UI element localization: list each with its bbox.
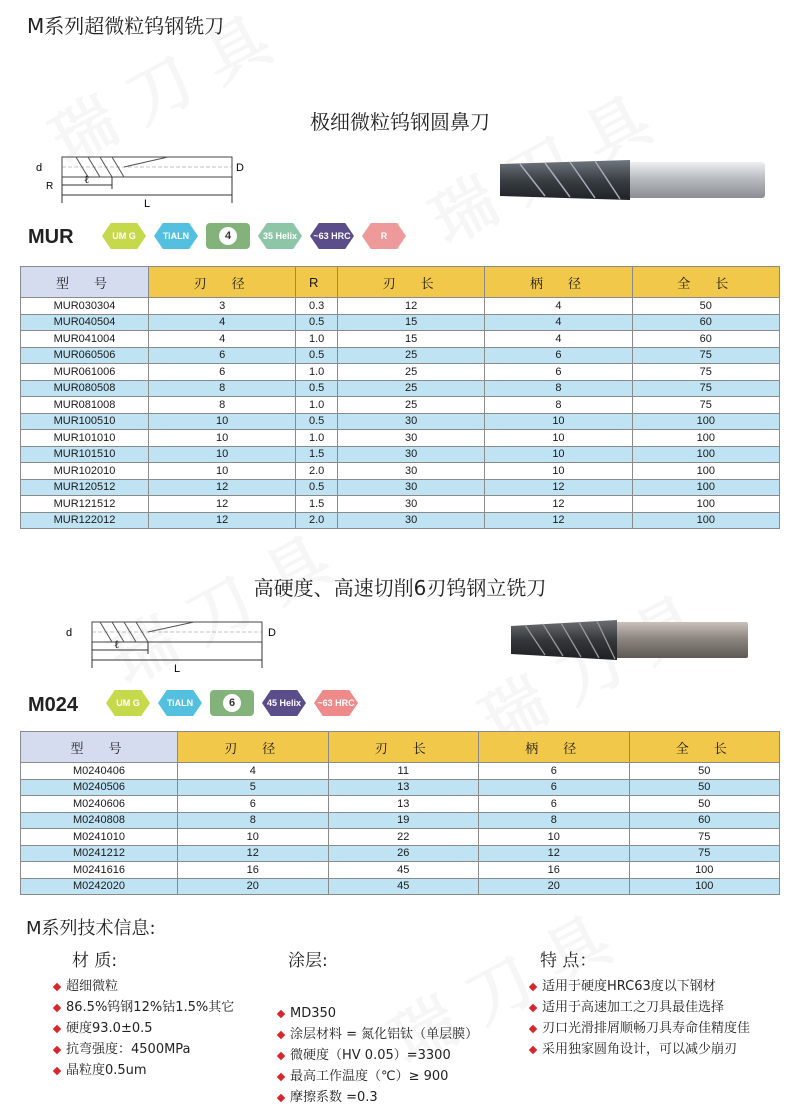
table-cell: 12 [485, 479, 632, 496]
list-item [278, 1024, 478, 1045]
table-cell: 100 [632, 446, 779, 463]
table-row [21, 763, 780, 780]
table-cell: M0240506 [21, 779, 178, 796]
table-cell: 22 [328, 829, 479, 846]
table-cell: MUR100510 [21, 413, 149, 430]
table-cell: 75 [629, 845, 780, 862]
table-cell: 25 [337, 397, 484, 414]
table-cell: 75 [632, 364, 779, 381]
table-cell: 45 [328, 862, 479, 879]
table-cell: 75 [632, 380, 779, 397]
table-cell: 6 [479, 763, 630, 780]
tialn-badge: TiALN [154, 223, 198, 249]
bullet-icon [277, 1072, 285, 1080]
table-row [21, 779, 780, 796]
dim-r-label: R [46, 181, 54, 192]
table-row [21, 512, 780, 529]
table-cell: M0242020 [21, 878, 178, 895]
table-cell: 100 [632, 430, 779, 447]
list-item [278, 1087, 478, 1108]
table-cell: 75 [632, 347, 779, 364]
table-cell: 30 [337, 463, 484, 480]
mur-col-model: 型 号 [21, 267, 149, 298]
m024-col-shank: 柄 径 [479, 732, 630, 763]
table-cell: 1.0 [296, 397, 338, 414]
table-cell: 0.5 [296, 347, 338, 364]
list-item [54, 1060, 234, 1081]
table-cell: 10 [149, 446, 296, 463]
mur-endmill-image [490, 150, 770, 210]
table-cell: M0241010 [21, 829, 178, 846]
bullet-icon [277, 1093, 285, 1101]
m024-col-diameter: 刃 径 [178, 732, 329, 763]
list-item [54, 1018, 234, 1039]
table-cell: 4 [485, 331, 632, 348]
m024-col-flute-length: 刃 长 [328, 732, 479, 763]
table-cell: 60 [632, 314, 779, 331]
table-cell: 30 [337, 512, 484, 529]
list-item-text: 涂层材料 = 氮化铝钛（单层膜） [290, 1027, 479, 1042]
umg-badge: UM G [106, 690, 150, 716]
table-cell: 10 [485, 430, 632, 447]
table-cell: 8 [178, 812, 329, 829]
table-cell: 8 [149, 397, 296, 414]
table-cell: 10 [485, 463, 632, 480]
table-cell: MUR101510 [21, 446, 149, 463]
table-cell: 0.5 [296, 413, 338, 430]
table-cell: 100 [632, 479, 779, 496]
bullet-icon [277, 1051, 285, 1059]
table-cell: 30 [337, 430, 484, 447]
list-item-text: 刃口光滑排屑顺畅刀具寿命佳精度佳 [542, 1021, 751, 1036]
table-cell: 30 [337, 446, 484, 463]
tialn-badge: TiALN [158, 690, 202, 716]
table-cell: 6 [485, 347, 632, 364]
table-cell: 30 [337, 496, 484, 513]
list-item [278, 1045, 478, 1066]
table-cell: 10 [479, 829, 630, 846]
table-cell: 4 [149, 314, 296, 331]
table-cell: 12 [479, 845, 630, 862]
table-cell: 10 [149, 463, 296, 480]
list-item-text: 适用于高速加工之刀具最佳选择 [542, 1000, 725, 1015]
helix-badge: 35 Helix [258, 223, 302, 249]
dim-L-label: L [144, 198, 151, 210]
table-cell: MUR041004 [21, 331, 149, 348]
table-cell: 20 [479, 878, 630, 895]
table-cell: 4 [178, 763, 329, 780]
table-cell: 0.5 [296, 380, 338, 397]
table-cell: 10 [485, 446, 632, 463]
table-cell: 16 [178, 862, 329, 879]
table-row [21, 463, 780, 480]
list-item-text: 硬度93.0±0.5 [66, 1021, 153, 1036]
table-row [21, 397, 780, 414]
coating-title: 涂层: [288, 951, 328, 971]
list-item [530, 1039, 750, 1060]
mur-col-flute-length: 刃 长 [337, 267, 484, 298]
table-cell: 0.5 [296, 314, 338, 331]
table-cell: 25 [337, 380, 484, 397]
bullet-icon [277, 1009, 285, 1017]
list-item-text: 摩擦系数 =0.3 [290, 1090, 378, 1105]
table-row [21, 446, 780, 463]
table-row [21, 878, 780, 895]
table-row [21, 496, 780, 513]
dim-d-label: d [66, 627, 73, 639]
bullet-icon [53, 1045, 61, 1053]
table-cell: 5 [178, 779, 329, 796]
mur-col-diameter: 刃 径 [149, 267, 296, 298]
table-cell: 100 [632, 512, 779, 529]
table-cell: 4 [485, 298, 632, 315]
table-cell: 15 [337, 331, 484, 348]
m024-dimension-diagram [60, 610, 300, 672]
dim-l-label: ℓ [84, 174, 90, 186]
table-cell: 20 [178, 878, 329, 895]
table-row [21, 430, 780, 447]
m024-col-overall: 全 长 [629, 732, 780, 763]
table-cell: 75 [629, 829, 780, 846]
list-item-text: 抗弯强度：4500MPa [66, 1042, 191, 1057]
table-cell: 2.0 [296, 512, 338, 529]
table-cell: 45 [328, 878, 479, 895]
mur-section-title: 极细微粒钨钢圆鼻刀 [310, 110, 490, 134]
table-cell: 12 [149, 512, 296, 529]
table-row [21, 796, 780, 813]
table-cell: 100 [629, 862, 780, 879]
table-cell: 25 [337, 347, 484, 364]
mur-col-overall: 全 长 [632, 267, 779, 298]
table-cell: 8 [149, 380, 296, 397]
m024-col-model: 型 号 [21, 732, 178, 763]
table-cell: MUR121512 [21, 496, 149, 513]
bullet-icon [53, 1024, 61, 1032]
table-cell: 50 [629, 763, 780, 780]
table-cell: 50 [629, 796, 780, 813]
dim-l-label: ℓ [114, 639, 120, 651]
table-cell: 6 [479, 796, 630, 813]
bullet-icon [529, 1024, 537, 1032]
features-title: 特 点： [540, 951, 597, 971]
mur-dimension-diagram [28, 145, 258, 215]
table-row [21, 314, 780, 331]
page-title: M系列超微粒钨钢铣刀 [27, 14, 225, 38]
coating-list [278, 1003, 478, 1108]
table-cell: M0241212 [21, 845, 178, 862]
list-item [530, 1018, 750, 1039]
table-cell: 26 [328, 845, 479, 862]
table-cell: 6 [479, 779, 630, 796]
table-cell: MUR102010 [21, 463, 149, 480]
material-title: 材 质: [72, 951, 118, 971]
list-item [278, 1066, 478, 1087]
bullet-icon [53, 1003, 61, 1011]
m024-badges [106, 690, 358, 716]
bullet-icon [529, 982, 537, 990]
table-row [21, 479, 780, 496]
table-cell: 4 [485, 314, 632, 331]
features-list [530, 976, 750, 1060]
mur-col-shank: 柄 径 [485, 267, 632, 298]
table-cell: 1.5 [296, 496, 338, 513]
bullet-icon [529, 1003, 537, 1011]
table-cell: MUR030304 [21, 298, 149, 315]
table-cell: M0240808 [21, 812, 178, 829]
list-item-text: 采用独家圆角设计，可以减少崩刃 [542, 1042, 738, 1057]
table-cell: 8 [479, 812, 630, 829]
dim-D-label: D [268, 627, 276, 639]
flute-count-badge: 6 [210, 690, 254, 716]
list-item-text: MD350 [290, 1006, 337, 1021]
table-cell: 19 [328, 812, 479, 829]
table-cell: MUR080508 [21, 380, 149, 397]
table-cell: 6 [149, 347, 296, 364]
list-item [278, 1003, 478, 1024]
helix-badge: 45 Helix [262, 690, 306, 716]
table-row [21, 380, 780, 397]
table-cell: 12 [485, 512, 632, 529]
m024-series-label: M024 [28, 694, 79, 716]
table-cell: 1.0 [296, 430, 338, 447]
table-cell: 13 [328, 779, 479, 796]
tech-info-heading: M系列技术信息: [26, 918, 156, 939]
table-cell: 0.3 [296, 298, 338, 315]
table-row [21, 829, 780, 846]
m024-spec-table [20, 731, 780, 895]
dim-L-label: L [174, 663, 181, 672]
table-cell: 30 [337, 479, 484, 496]
list-item [530, 997, 750, 1018]
table-cell: 60 [632, 331, 779, 348]
table-cell: 12 [485, 496, 632, 513]
table-cell: 2.0 [296, 463, 338, 480]
table-cell: MUR120512 [21, 479, 149, 496]
table-cell: MUR061006 [21, 364, 149, 381]
table-cell: MUR060506 [21, 347, 149, 364]
table-cell: 15 [337, 314, 484, 331]
table-cell: 4 [149, 331, 296, 348]
table-cell: MUR081008 [21, 397, 149, 414]
watermark [92, 510, 344, 702]
table-row [21, 812, 780, 829]
table-cell: M0241616 [21, 862, 178, 879]
table-cell: MUR101010 [21, 430, 149, 447]
table-row [21, 364, 780, 381]
dim-d-label: d [36, 162, 43, 174]
table-row [21, 845, 780, 862]
bullet-icon [53, 982, 61, 990]
material-list [54, 976, 234, 1081]
table-cell: 10 [149, 430, 296, 447]
dim-D-label: D [236, 162, 244, 174]
bullet-icon [53, 1066, 61, 1074]
table-cell: 100 [632, 496, 779, 513]
table-cell: 10 [485, 413, 632, 430]
list-item-text: 适用于硬度HRC63度以下钢材 [542, 979, 716, 994]
list-item [54, 1039, 234, 1060]
list-item-text: 最高工作温度（℃）≥ 900 [290, 1069, 449, 1084]
table-cell: 1.5 [296, 446, 338, 463]
mur-badges [102, 223, 406, 249]
table-cell: 6 [485, 364, 632, 381]
table-cell: M0240406 [21, 763, 178, 780]
table-cell: 12 [337, 298, 484, 315]
radius-badge: R [362, 223, 406, 249]
list-item-text: 晶粒度0.5um [66, 1063, 147, 1078]
table-cell: 12 [149, 496, 296, 513]
hrc-badge: ~63 HRC [310, 223, 354, 249]
list-item-text: 微硬度（HV 0.05）=3300 [290, 1048, 451, 1063]
table-row [21, 331, 780, 348]
table-cell: 10 [178, 829, 329, 846]
table-cell: 12 [149, 479, 296, 496]
table-cell: 16 [479, 862, 630, 879]
table-row [21, 413, 780, 430]
mur-spec-table [20, 266, 780, 529]
table-cell: 11 [328, 763, 479, 780]
table-cell: 6 [149, 364, 296, 381]
table-cell: 100 [632, 463, 779, 480]
table-cell: MUR040504 [21, 314, 149, 331]
list-item-text: 86.5%钨钢12%钴1.5%其它 [66, 1000, 235, 1015]
table-cell: 10 [149, 413, 296, 430]
m024-section-title: 高硬度、高速切削6刃钨钢立铣刀 [253, 576, 547, 600]
table-cell: 3 [149, 298, 296, 315]
mur-col-radius: R [296, 267, 338, 298]
list-item [54, 976, 234, 997]
table-row [21, 347, 780, 364]
table-row [21, 862, 780, 879]
table-cell: 1.0 [296, 331, 338, 348]
table-cell: 100 [629, 878, 780, 895]
table-cell: 30 [337, 413, 484, 430]
hrc-badge: ~63 HRC [314, 690, 358, 716]
table-cell: 50 [632, 298, 779, 315]
table-cell: 6 [178, 796, 329, 813]
list-item-text: 超细微粒 [66, 979, 119, 994]
table-cell: M0240606 [21, 796, 178, 813]
table-cell: 50 [629, 779, 780, 796]
bullet-icon [529, 1045, 537, 1053]
table-cell: 60 [629, 812, 780, 829]
table-cell: 75 [632, 397, 779, 414]
table-cell: 0.5 [296, 479, 338, 496]
table-cell: 12 [178, 845, 329, 862]
table-cell: 13 [328, 796, 479, 813]
flute-count-badge: 4 [206, 223, 250, 249]
table-cell: 1.0 [296, 364, 338, 381]
table-cell: 8 [485, 397, 632, 414]
list-item [54, 997, 234, 1018]
bullet-icon [277, 1030, 285, 1038]
list-item [530, 976, 750, 997]
table-cell: 25 [337, 364, 484, 381]
m024-endmill-image [505, 612, 750, 668]
table-cell: MUR122012 [21, 512, 149, 529]
umg-badge: UM G [102, 223, 146, 249]
table-cell: 8 [485, 380, 632, 397]
table-cell: 100 [632, 413, 779, 430]
table-row [21, 298, 780, 315]
mur-series-label: MUR [28, 226, 74, 248]
